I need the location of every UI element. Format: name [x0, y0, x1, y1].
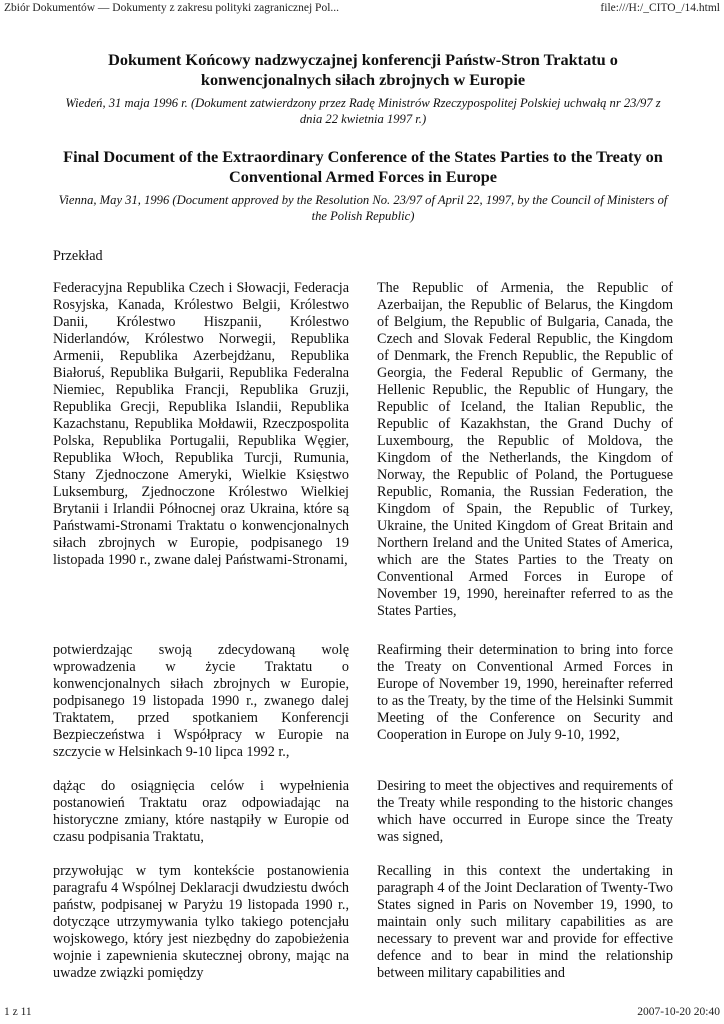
paragraph-polish: przywołując w tym kontekście postanowienia paragrafu 4 Wspólnej Deklaracji dwudziestu dwóch państw, podpisanej w Paryżu 19 listopada 1990 r., dotyczące utrzymywania tylko takiego potencjału wojskowego, który jest niezbędny do zapobieżenia wojnie i zapewnienia skutecznej obrony, mając na uwadze związki pomiędzy [53, 862, 349, 981]
document-title-polish: Dokument Końcowy nadzwyczajnej konferencji Państw-Stron Traktatu o konwencjonalnych siłach zbrojnych w Europie [108, 50, 618, 89]
document-title-english: Final Document of the Extraordinary Conference of the States Parties to the Treaty on Conventional Armed Forces in Europe [63, 147, 663, 186]
paragraph-polish: Federacyjna Republika Czech i Słowacji, Federacja Rosyjska, Kanada, Królestwo Belgii, Królestwo Danii, Królestwo Hiszpanii, Królestwo Niderlandów, Królestwo Norwegii, Republika Armenii, Republika Azerbejdżanu, Republika Białoruś, Republika Bułgarii, Republika Federalna Niemiec, Republika Francji, Republika Gruzji, Republika Grecji, Republika Islandii, Republika Kazachstanu, Republika Mołdawii, Rzeczpospolita Polska, Republika Portugalii, Republika Węgier, Republika Włoch, Republika Turcji, Rumunia, Stany Zjednoczone Ameryki, Wielkie Księstwo Luksemburg, Zjednoczone Królestwo Wielkiej Brytanii i Irlandii Północnej oraz Ukraina, które są Państwami-Stronami Traktatu o konwencjonalnych siłach zbrojnych w Europie, podpisanego 19 listopada 1990 r., zwane dalej Państwami-Stronami, [53, 279, 349, 568]
browser-header-url: file:///H:/_CITO_/14.html [600, 2, 720, 14]
paragraph-row [53, 863, 673, 982]
paragraph-row [53, 778, 673, 846]
document-subtitle-english: Vienna, May 31, 1996 (Document approved by the Resolution No. 23/97 of April 22, 1997, by the Council of Ministers of the Polish Republic) [58, 193, 668, 223]
paragraph-polish: potwierdzając swoją zdecydowaną wolę wprowadzenia w życie Traktatu o konwencjonalnych siłach zbrojnych w Europie, podpisanego 19 listopada 1990 r., zwanego dalej Traktatem, przed spotkaniem Konferencji Bezpieczeństwa i Współpracy w Europie na szczycie w Helsinkach 9-10 lipca 1992 r., [53, 641, 349, 760]
print-timestamp: 2007-10-20 20:40 [637, 1006, 720, 1018]
document-body [53, 50, 673, 982]
paragraph-english: The Republic of Armenia, the Republic of Azerbaijan, the Republic of Belarus, the Kingdom of Belgium, the Republic of Bulgaria, Canada, the Czech and Slovak Federal Republic, the Kingdom of Denmark, the French Republic, the Republic of Georgia, the Federal Republic of Germany, the Hellenic Republic, the Republic of Hungary, the Republic of Iceland, the Italian Republic, the Republic of Kazakhstan, the Grand Duchy of Luxembourg, the Republic of Moldova, the Kingdom of the Netherlands, the Kingdom of Norway, the Republic of Poland, the Portuguese Republic, Romania, the Russian Federation, the Kingdom of Spain, the Republic of Turkey, Ukraine, the United Kingdom of Great Britain and Northern Ireland and the United States of America, which are the States Parties to the Treaty on Conventional Armed Forces in Europe of November 19, 1990, hereinafter referred to as the States Parties, [377, 279, 673, 619]
translation-label: Przekład [53, 248, 103, 264]
document-subtitle-polish: Wiedeń, 31 maja 1996 r. (Dokument zatwierdzony przez Radę Ministrów Rzeczypospolitej Polskiej uchwałą nr 23/97 z dnia 22 kwietnia 1997 r.) [65, 96, 661, 126]
paragraph-english: Reafirming their determination to bring into force the Treaty on Conventional Armed Forces in Europe of November 19, 1990, hereinafter referred to as the Treaty, by the time of the Helsinki Summit Meeting of the Conference on Security and Cooperation in Europe on July 9-10, 1992, [377, 641, 673, 743]
paragraph-row [53, 280, 673, 620]
page-counter: 1 z 11 [4, 1006, 32, 1018]
paragraph-polish: dążąc do osiągnięcia celów i wypełnienia postanowień Traktatu oraz odpowiadając na historyczne zmiany, które nastąpiły w Europie od czasu podpisania Traktatu, [53, 777, 349, 845]
paragraph-english: Desiring to meet the objectives and requirements of the Treaty while responding to the historic changes which have occurred in Europe since the Treaty was signed, [377, 777, 673, 845]
browser-header-title: Zbiór Dokumentów — Dokumenty z zakresu polityki zagranicznej Pol... [4, 2, 340, 14]
paragraph-english: Recalling in this context the undertaking in paragraph 4 of the Joint Declaration of Twenty-Two States signed in Paris on November 19, 1990, to maintain only such military capabilities as are necessary to prevent war and provide for effective defence and to bear in mind the relationship between military capabilities and [377, 862, 673, 981]
paragraph-row [53, 642, 673, 761]
